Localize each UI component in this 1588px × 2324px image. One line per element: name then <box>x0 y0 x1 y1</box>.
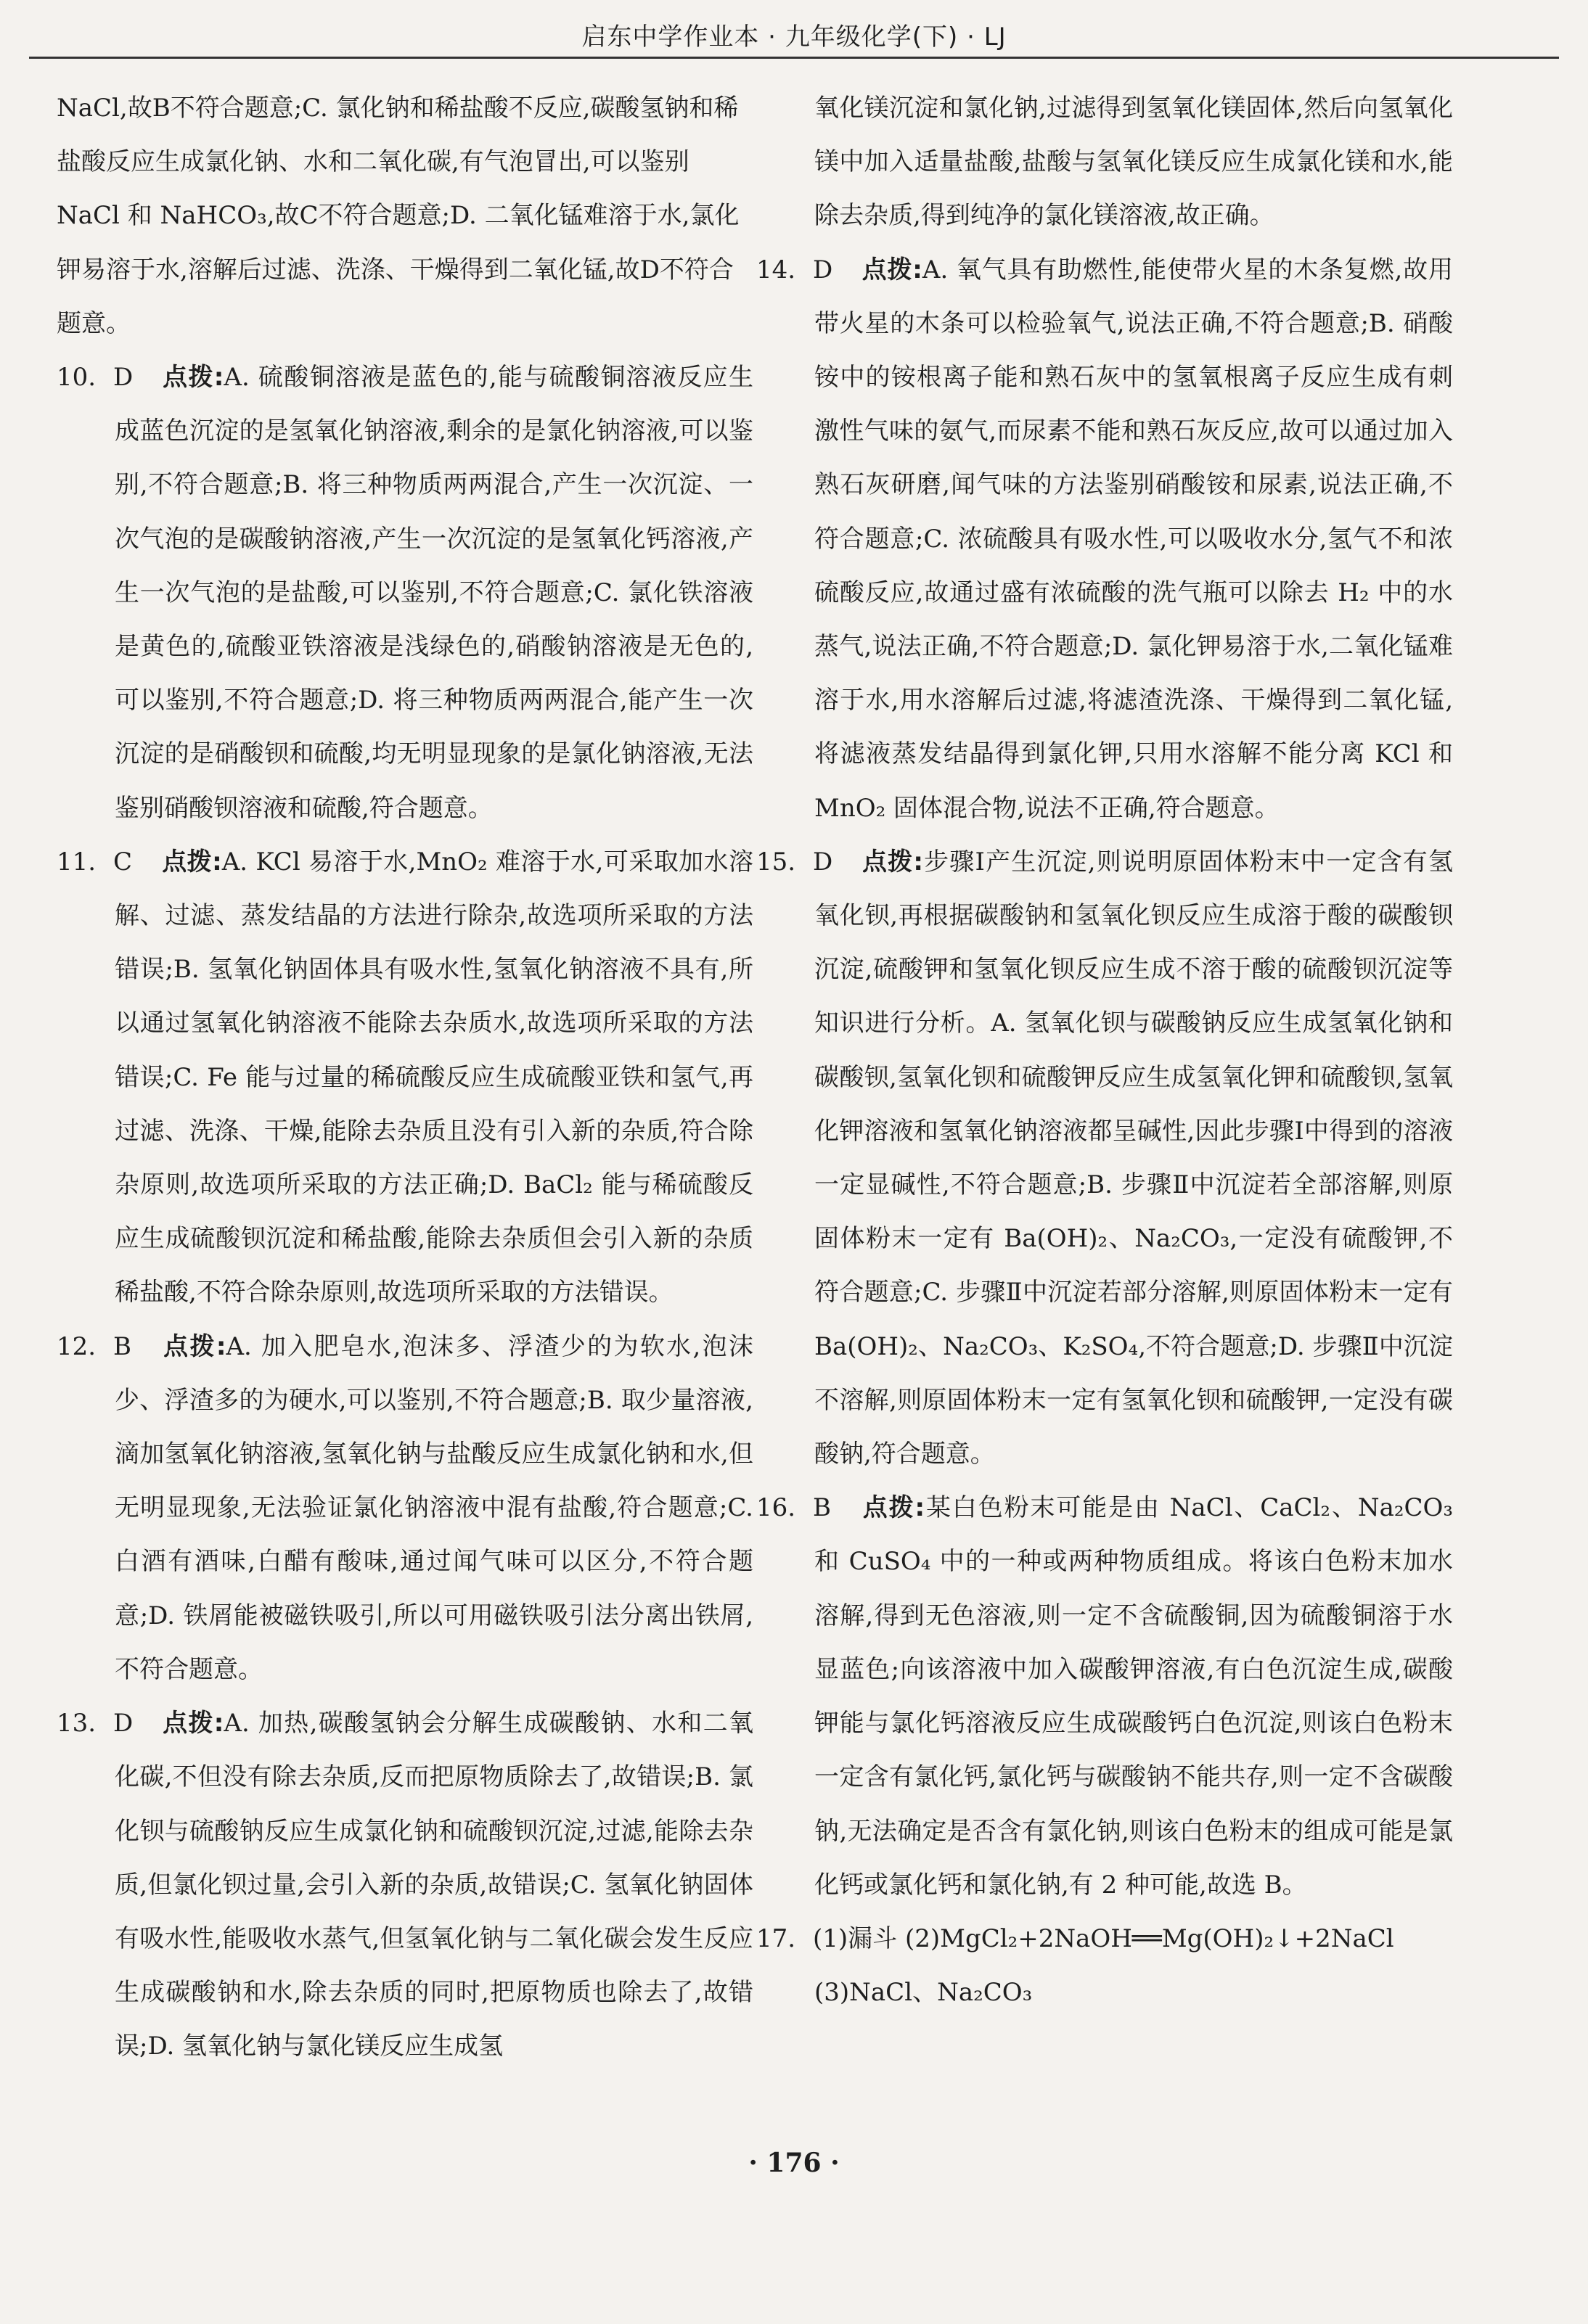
answer-item-12: 12. B 点拨:A. 加入肥皂水,泡沫多、浮渣少的为软水,泡沫少、浮渣多的为硬水,可以鉴别,不符合题意;B. 取少量溶液,滴加氢氧化钠溶液,氢氧化钠与盐酸反应生成氯化钠和水,但无明显现象,无法验证氯化钠溶液中混有盐酸,符合题意;C. 白酒有酒味,白醋有酸味,通过闻气味可以区分,不符合题意;D. 铁屑能被磁铁吸引,所以可用磁铁吸引法分离出铁屑,不符合题意。 <box>57 1331 753 1684</box>
right-column <box>756 81 1453 2019</box>
answer-item-10: 10. D 点拨:A. 硫酸铜溶液是蓝色的,能与硫酸铜溶液反应生成蓝色沉淀的是氢氧化钠溶液,剩余的是氯化钠溶液,可以鉴别,不符合题意;B. 将三种物质两两混合,产生一次沉淀、一次气泡的是碳酸钠溶液,产生一次沉淀的是氢氧化钙溶液,产生一次气泡的是盐酸,可以鉴别,不符合题意;C. 氯化铁溶液是黄色的,硫酸亚铁溶液是浅绿色的,硝酸钠溶液是无色的,可以鉴别,不符合题意;D. 将三种物质两两混合,能产生一次沉淀的是硝酸钡和硫酸,均无明显现象的是氯化钠溶液,无法鉴别硝酸钡溶液和硫酸,符合题意。 <box>57 363 753 823</box>
answer-item-13: 13. D 点拨:A. 加热,碳酸氢钠会分解生成碳酸钠、水和二氧化碳,不但没有除去杂质,反而把原物质除去了,故错误;B. 氯化钡与硫酸钠反应生成氯化钠和硫酸钡沉淀,过滤,能除去杂质,但氯化钡过量,会引入新的杂质,故错误;C. 氢氧化钠固体有吸水性,能吸收水蒸气,但氢氧化钠与二氧化碳会发生反应生成碳酸钠和水,除去杂质的同时,把原物质也除去了,故错误;D. 氢氧化钠与氯化镁反应生成氢 <box>57 1709 753 2061</box>
answer-item-17: 17. (1)漏斗 (2)MgCl₂+2NaOH══Mg(OH)₂↓+2NaCl (3)NaCl、Na₂CO₃ <box>756 1912 1453 2019</box>
header-title: 启东中学作业本 · 九年级化学(下) · LJ <box>581 22 1007 52</box>
answer-item-11: 11. C 点拨:A. KCl 易溶于水,MnO₂ 难溶于水,可采取加水溶解、过滤、蒸发结晶的方法进行除杂,故选项所采取的方法错误;B. 氢氧化钠固体具有吸水性,氢氧化钠溶液不具有,所以通过氢氧化钠溶液不能除去杂质水,故选项所采取的方法错误;C. Fe 能与过量的稀硫酸反应生成硫酸亚铁和氢气,再过滤、洗涤、干燥,能除去杂质且没有引入新的杂质,符合除杂原则,故选项所采取的方法正确;D. BaCl₂ 能与稀硫酸反应生成硫酸钡沉淀和稀盐酸,能除去杂质但会引入新的杂质稀盐酸,不符合除杂原则,故选项所采取的方法错误。 <box>57 847 753 1307</box>
continuation-text-right: 氧化镁沉淀和氯化钠,过滤得到氢氧化镁固体,然后向氢氧化镁中加入适量盐酸,盐酸与氢氧化镁反应生成氯化镁和水,能除去杂质,得到纯净的氯化镁溶液,故正确。 <box>814 94 1453 231</box>
answer-item-15: 15. D 点拨:步骤Ⅰ产生沉淀,则说明原固体粉末中一定含有氢氧化钡,再根据碳酸钠和氢氧化钡反应生成溶于酸的碳酸钡沉淀,硫酸钾和氢氧化钡反应生成不溶于酸的硫酸钡沉淀等知识进行分析。A. 氢氧化钡与碳酸钠反应生成氢氧化钠和碳酸钡,氢氧化钡和硫酸钾反应生成氢氧化钾和硫酸钡,氢氧化钾溶液和氢氧化钠溶液都呈碱性,因此步骤Ⅰ中得到的溶液一定显碱性,不符合题意;B. 步骤Ⅱ中沉淀若全部溶解,则原固体粉末一定有 Ba(OH)₂、Na₂CO₃,一定没有硫酸钾,不符合题意;C. 步骤Ⅱ中沉淀若部分溶解,则原固体粉末一定有 Ba(OH)₂、Na₂CO₃、K₂SO₄,不符合题意;D. 步骤Ⅱ中沉淀不溶解,则原固体粉末一定有氢氧化钡和硫酸钾,一定没有碳酸钠,符合题意。 <box>756 847 1453 1469</box>
page-number: · 176 · <box>748 2148 840 2178</box>
answer-item-17-tail: (3)NaCl、Na₂CO₃ <box>814 1978 1033 2008</box>
answer-item-14: 14. D 点拨:A. 氧气具有助燃性,能使带火星的木条复燃,故用带火星的木条可以检验氧气,说法正确,不符合题意;B. 硝酸铵中的铵根离子能和熟石灰中的氢氧根离子反应生成有刺激性气味的氨气,而尿素不能和熟石灰反应,故可以通过加入熟石灰研磨,闻气味的方法鉴别硝酸铵和尿素,说法正确,不符合题意;C. 浓硫酸具有吸水性,可以吸收水分,氢气不和浓硫酸反应,故通过盛有浓硫酸的洗气瓶可以除去 H₂ 中的水蒸气,说法正确,不符合题意;D. 氯化钾易溶于水,二氧化锰难溶于水,用水溶解后过滤,将滤渣洗涤、干燥得到二氧化锰,将滤液蒸发结晶得到氯化钾,只用水溶解不能分离 KCl 和 MnO₂ 固体混合物,说法不正确,符合题意。 <box>756 255 1453 823</box>
continuation-text: NaCl,故B不符合题意;C. 氯化钠和稀盐酸不反应,碳酸氢钠和稀盐酸反应生成氯化钠、水和二氧化碳,有气泡冒出,可以鉴别 NaCl 和 NaHCO₃,故C不符合题意;D. 二氧化锰难溶于水,氯化钾易溶于水,溶解后过滤、洗涤、干燥得到二氧化锰,故D不符合题意。 <box>57 94 740 338</box>
answer-item-16: 16. B 点拨:某白色粉末可能是由 NaCl、CaCl₂、Na₂CO₃ 和 CuSO₄ 中的一种或两种物质组成。将该白色粉末加水溶解,得到无色溶液,则一定不含硫酸铜,因为硫酸铜溶于水显蓝色;向该溶液中加入碳酸钾溶液,有白色沉淀生成,碳酸钾能与氯化钙溶液反应生成碳酸钙白色沉淀,则该白色粉末一定含有氯化钙,氯化钙与碳酸钠不能共存,则一定不含碳酸钠,无法确定是否含有氯化钠,则该白色粉末的组成可能是氯化钙或氯化钙和氯化钠,有 2 种可能,故选 B。 <box>756 1493 1453 1900</box>
page-header <box>29 22 1559 59</box>
left-column <box>57 81 753 2074</box>
